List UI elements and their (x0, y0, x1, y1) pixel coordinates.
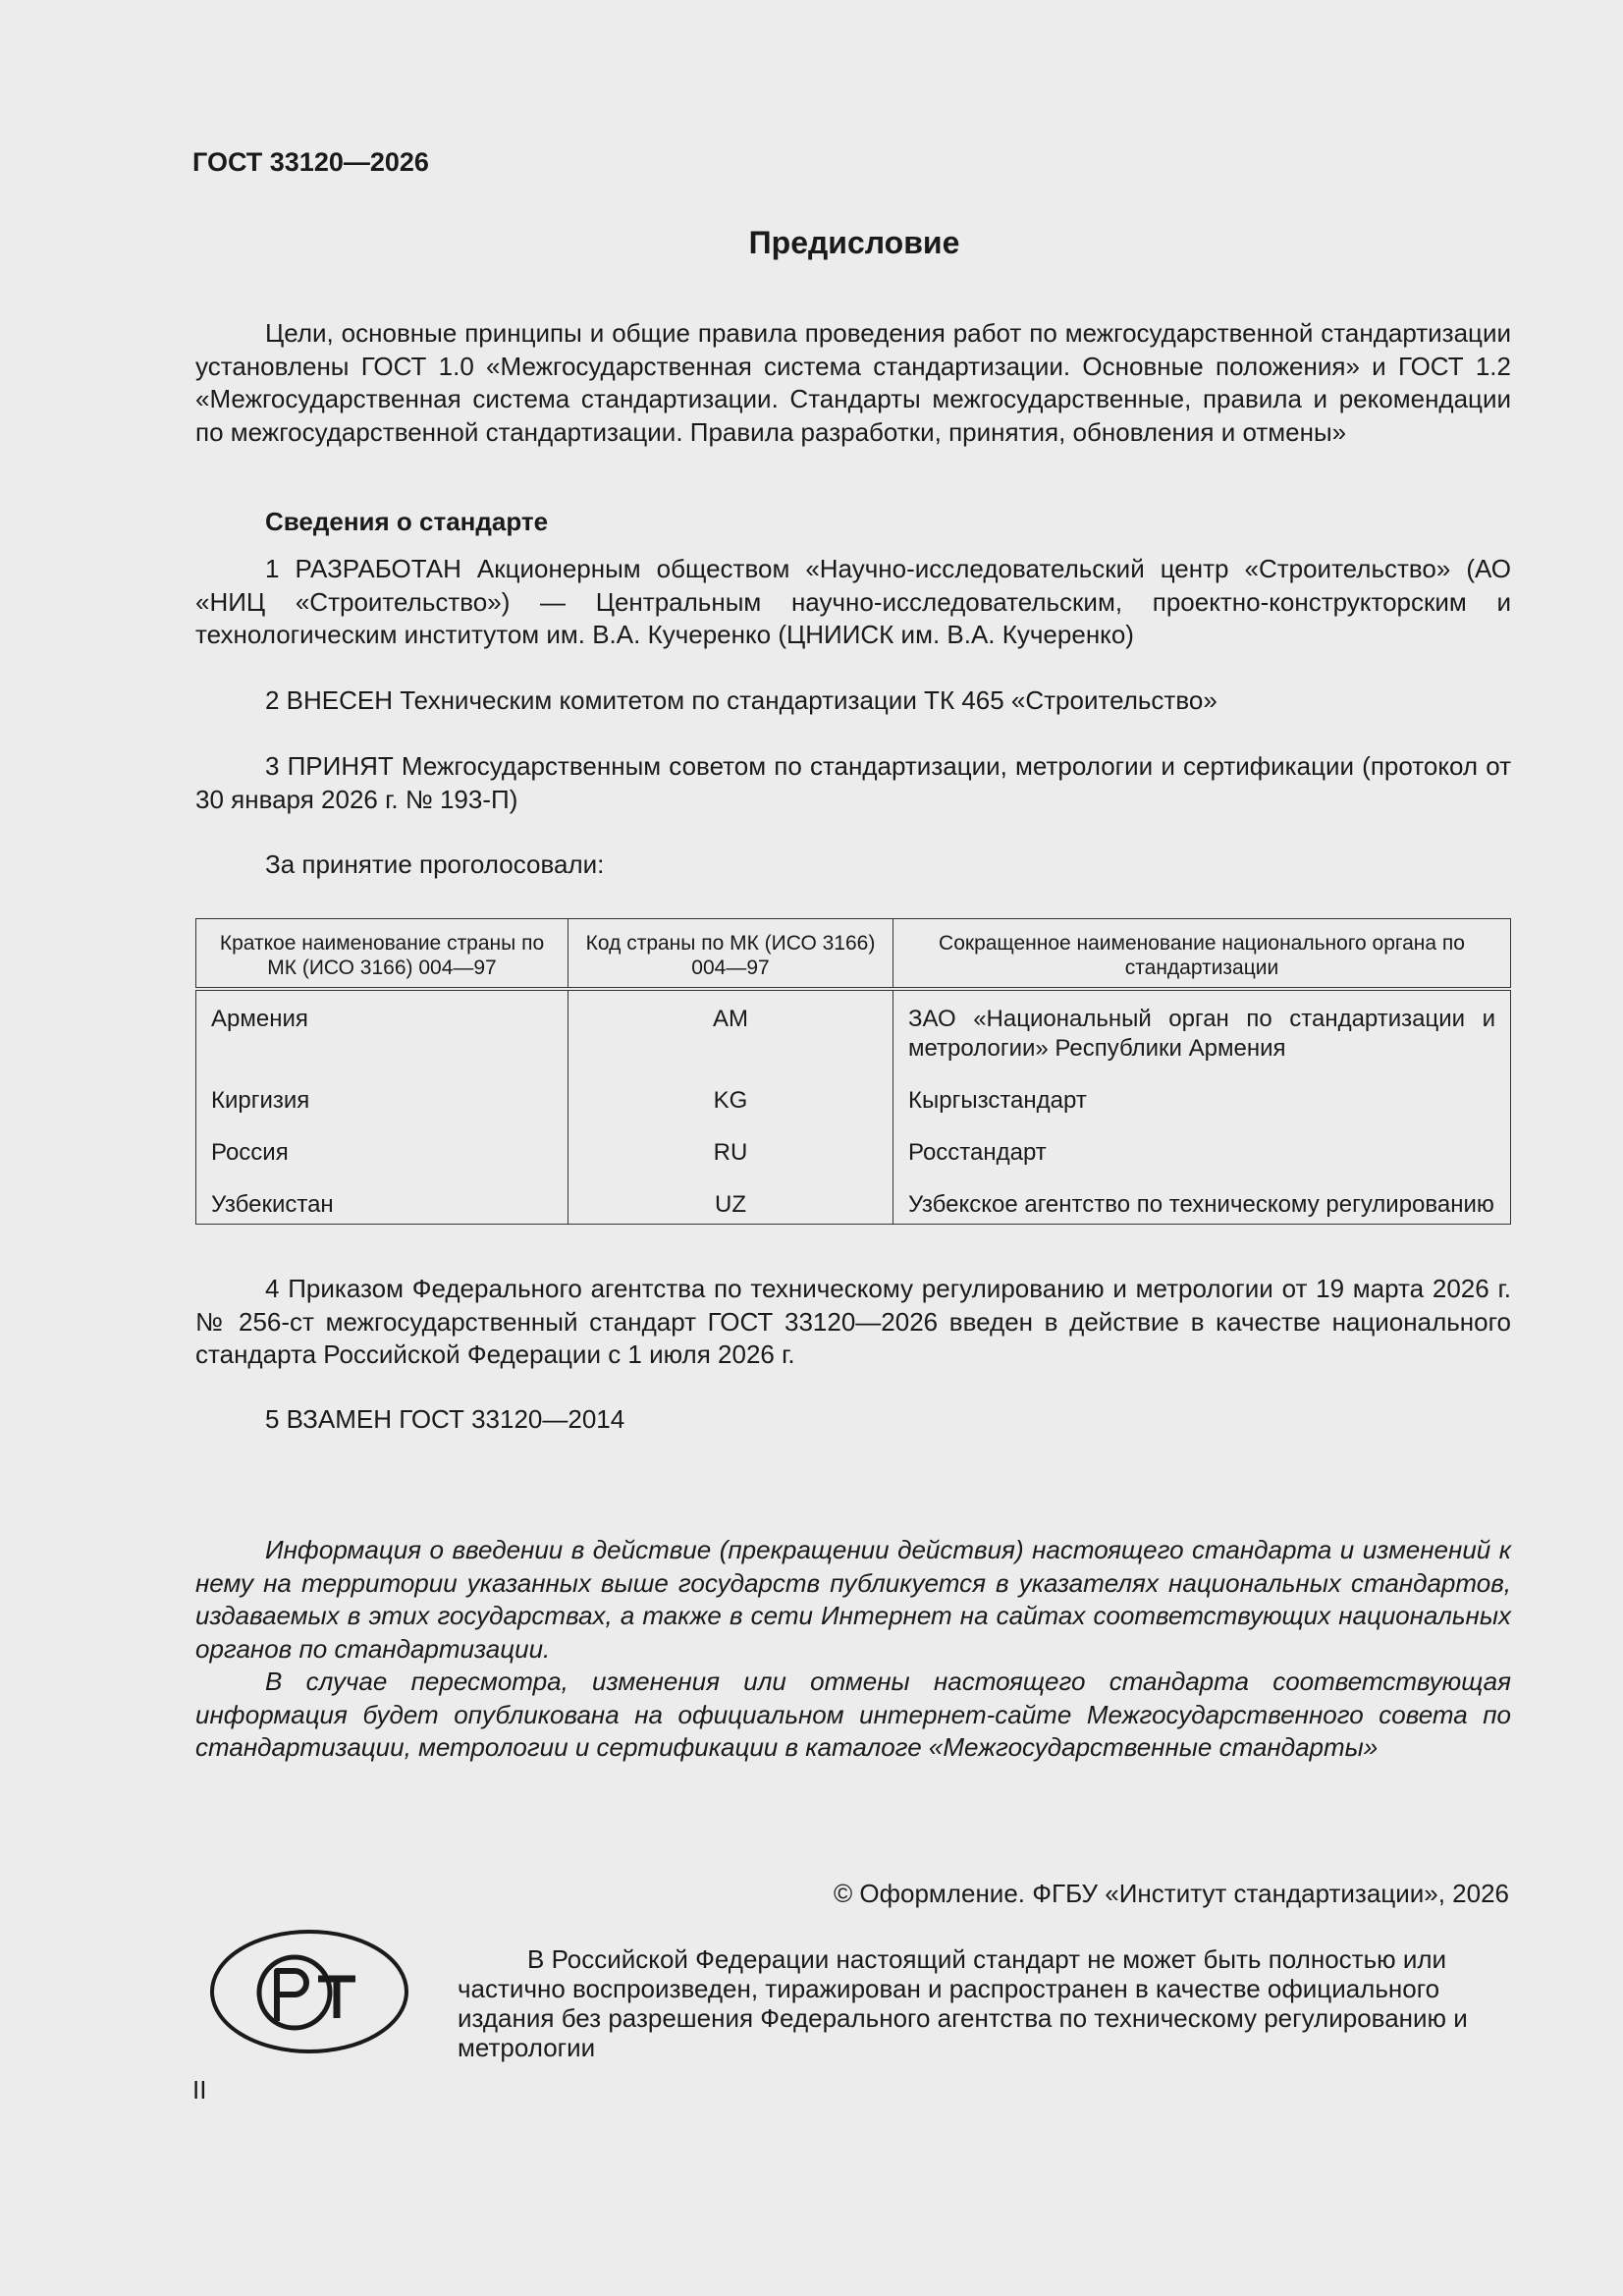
copyright-notice: В Российской Федерации настоящий стандарт не может быть полностью или частично воспроизведен, тиражирован и распространен в качестве официального издания без разрешения Федерального агентства по техническому регулированию и метрологии (458, 1944, 1468, 2062)
table-row (196, 1120, 1511, 1172)
page-title: Предисловие (748, 225, 960, 260)
cell-org: Кыргызстандарт (893, 1067, 1511, 1120)
item-replaces: 5 ВЗАМЕН ГОСТ 33120—2014 (265, 1404, 625, 1434)
header-org: Сокращенное наименование национального органа по стандартизации (893, 919, 1511, 990)
table-row (196, 989, 1511, 1067)
cell-org: Узбекское агентство по техническому регулированию (893, 1172, 1511, 1225)
cell-org: Росстандарт (893, 1120, 1511, 1172)
member-states-table (195, 918, 1511, 1225)
item-developed: 1 РАЗРАБОТАН Акционерным обществом «Научно-исследовательский центр «Строительство» (АО «НИЦ «Строительство») — Центральным научно-исследовательским, проектно-конструкторским и технологическим институтом им. В.А. Кучеренко (ЦНИИСК им. В.А. Кучеренко) (195, 554, 1511, 649)
cell-org: ЗАО «Национальный орган по стандартизации и метрологии» Республики Армения (893, 989, 1511, 1067)
table-header-row (196, 919, 1511, 990)
table-row (196, 1172, 1511, 1225)
item-order: 4 Приказом Федерального агентства по техническому регулированию и метрологии от 19 марта 2026 г. № 256-ст межгосударственный стандарт ГОСТ 33120—2026 введен в действие в качестве национального стандарта Российской Федерации с 1 июля 2026 г. (195, 1274, 1511, 1369)
copyright: © Оформление. ФГБУ «Институт стандартизации», 2026 (834, 1879, 1509, 1908)
cell-code: AM (568, 989, 893, 1067)
notice-paragraph-1: Информация о введении в действие (прекращении действия) настоящего стандарта и изменений к нему на территории указанных выше государств публикуется в указателях национальных стандартов, издаваемых в этих государствах, а также в сети Интернет на сайтах соответствующих национальных органов по стандартизации. (195, 1535, 1511, 1664)
info-heading: Сведения о стандарте (265, 507, 549, 536)
document-code: ГОСТ 33120—2026 (192, 147, 429, 177)
item-voted: За принятие проголосовали: (265, 849, 605, 879)
gost-r-logo (208, 1928, 410, 2055)
cell-country: Киргизия (196, 1067, 568, 1120)
page-number: II (192, 2075, 207, 2105)
logo-letters (259, 1957, 355, 2028)
header-code: Код страны по МК (ИСО 3166) 004—97 (568, 919, 893, 990)
cell-code: RU (568, 1120, 893, 1172)
cell-code: UZ (568, 1172, 893, 1225)
item-introduced: 2 ВНЕСЕН Техническим комитетом по стандартизации ТК 465 «Строительство» (265, 685, 1217, 715)
intro-paragraph: Цели, основные принципы и общие правила проведения работ по межгосударственной стандартизации установлены ГОСТ 1.0 «Межгосударственная система стандартизации. Основные положения» и ГОСТ 1.2 «Межгосударственная система стандартизации. Стандарты межгосударственные, правила и рекомендации по межгосударственной стандартизации. Правила разработки, принятия, обновления и отмены» (195, 318, 1511, 447)
cell-code: KG (568, 1067, 893, 1120)
header-country: Краткое наименование страны по МК (ИСО 3166) 004—97 (196, 919, 568, 990)
item-adopted: 3 ПРИНЯТ Межгосударственным советом по стандартизации, метрологии и сертификации (протокол от 30 января 2026 г. № 193-П) (195, 751, 1511, 814)
cell-country: Россия (196, 1120, 568, 1172)
cell-country: Армения (196, 989, 568, 1067)
table-row (196, 1067, 1511, 1120)
notice-paragraph-2: В случае пересмотра, изменения или отмены настоящего стандарта соответствующая информация будет опубликована на официальном интернет-сайте Межгосударственного совета по стандартизации, метрологии и сертификации в каталоге «Межгосударственные стандарты» (195, 1667, 1511, 1762)
cell-country: Узбекистан (196, 1172, 568, 1225)
